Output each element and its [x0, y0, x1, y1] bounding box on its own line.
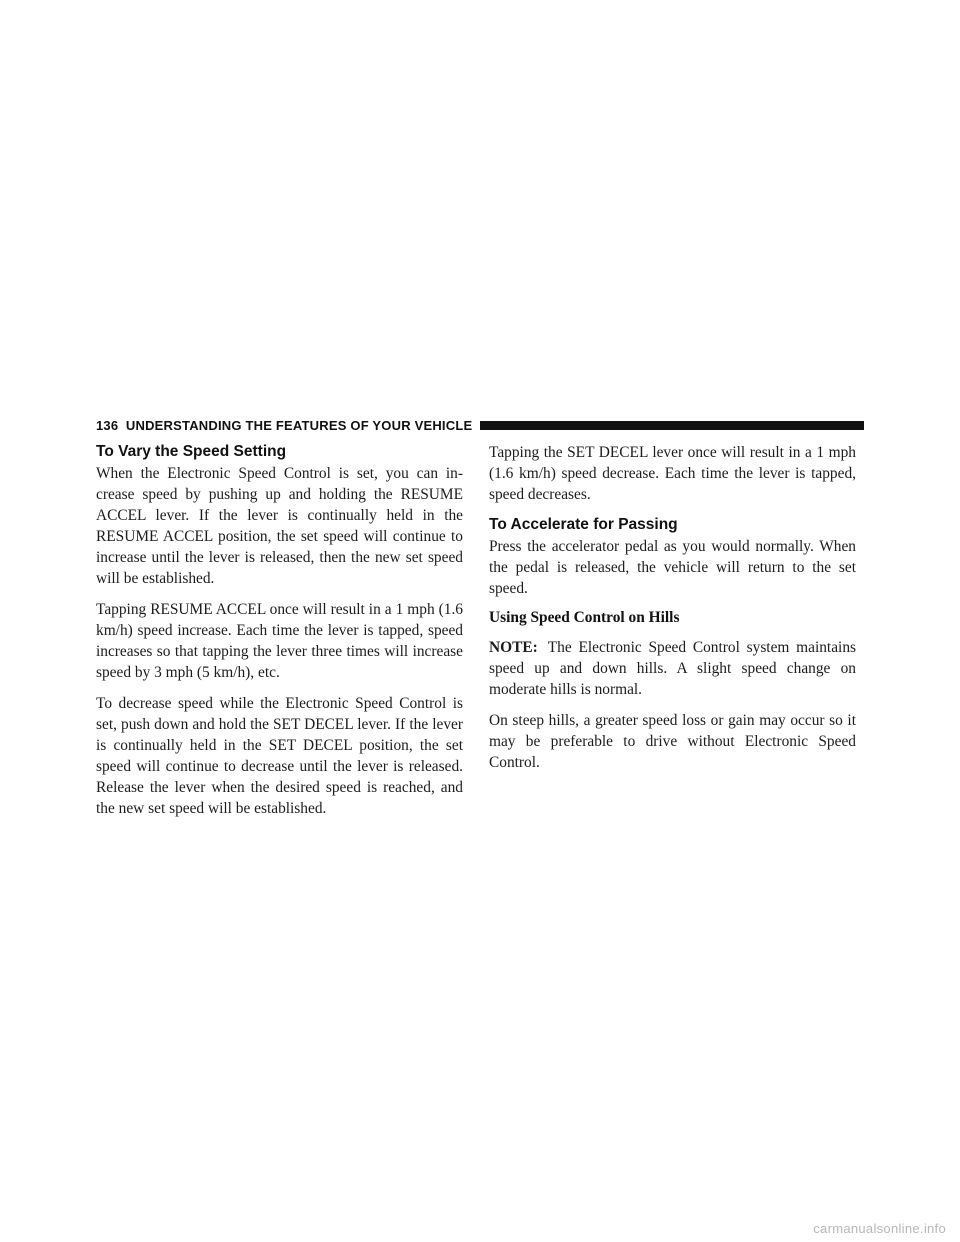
running-title: UNDERSTANDING THE FEATURES OF YOUR VEHICLE	[125, 417, 473, 433]
note-text: The Electronic Speed Control system maintains speed up and down hills. A slight speed change on moderate hills is normal.	[489, 639, 856, 698]
note-paragraph	[489, 637, 856, 700]
paragraph: When the Electronic Speed Control is set, you can in-crease speed by pushing up and holding the RESUME ACCEL lever. If the lever is continually held in the RESUME ACCEL position, the set speed will continue to increase until the lever is released, then the new set speed will be established.	[96, 465, 463, 587]
header-rule	[480, 421, 864, 430]
running-header	[96, 414, 864, 436]
section-heading-vary-speed: To Vary the Speed Setting	[96, 443, 287, 460]
paragraph: Tapping RESUME ACCEL once will result in a 1 mph (1.6 km/h) speed increase. Each time the lever is tapped, speed increases so that tapping the lever three times will increase speed by 3 mph (5 km/h), etc.	[96, 601, 463, 681]
section-heading-passing: To Accelerate for Passing	[489, 516, 678, 533]
left-column	[96, 442, 463, 829]
subheading-hills: Using Speed Control on Hills	[489, 609, 680, 626]
paragraph: On steep hills, a greater speed loss or gain may occur so it may be preferable to drive without Electronic Speed Control.	[489, 712, 856, 771]
watermark: carmanualsonline.info	[813, 1221, 946, 1236]
paragraph: To decrease speed while the Electronic Speed Control is set, push down and hold the SET DECEL lever. If the lever is continually held in the SET DECEL position, the set speed will continue to decrease until the lever is released. Release the lever when the desired speed is reached, and the new set speed will be established.	[96, 695, 463, 817]
page-header-text	[96, 418, 472, 433]
paragraph: Press the accelerator pedal as you would normally. When the pedal is released, the vehicle will return to the set speed.	[489, 538, 856, 597]
paragraph: Tapping the SET DECEL lever once will result in a 1 mph (1.6 km/h) speed decrease. Each time the lever is tapped, speed decreases.	[489, 444, 856, 503]
right-column	[489, 442, 856, 783]
note-label: NOTE:	[489, 639, 538, 656]
page-number: 136	[96, 417, 119, 433]
